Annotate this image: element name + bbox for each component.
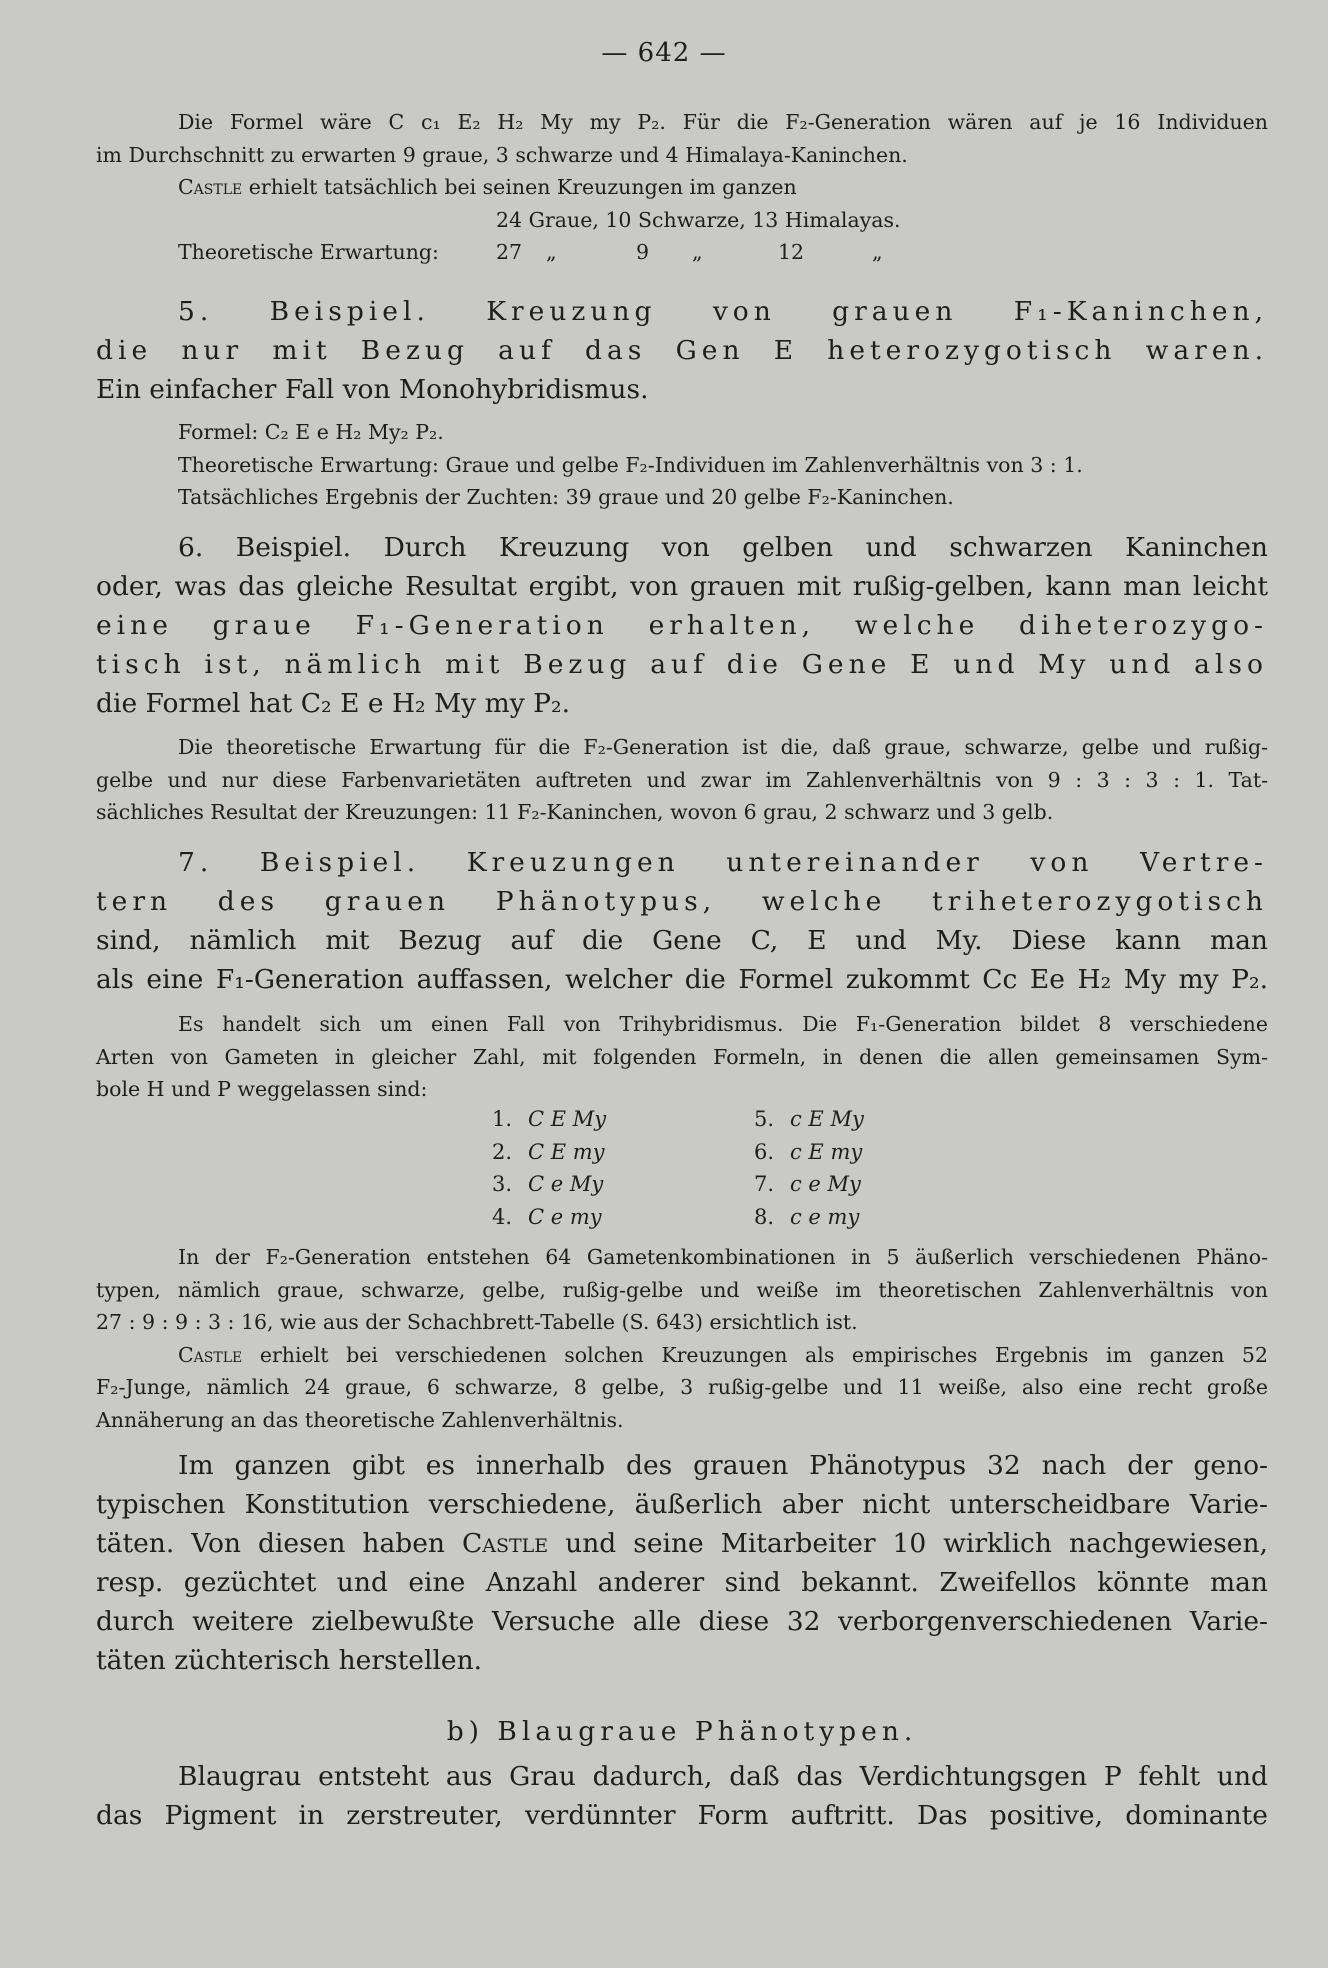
gamete-item <box>492 1136 606 1169</box>
text-line: im Durchschnitt zu erwarten 9 graue, 3 schwarze und 4 Himalaya-Kaninchen. <box>96 142 908 167</box>
ditto-mark: „ <box>546 240 557 264</box>
text-line: Die theoretische Erwartung für die F₂-Generation ist die, daß graue, schwarze, gelbe und rußig- <box>178 735 1268 759</box>
gamete-number: 7. <box>754 1172 775 1196</box>
text-line <box>96 1524 1268 1563</box>
text-line: 24 Graue, 10 Schwarze, 13 Himalayas. <box>496 207 901 232</box>
text-line: die Formel hat C₂ E e H₂ My my P₂. <box>96 688 571 719</box>
gamete-number: 5. <box>754 1107 775 1131</box>
text-line: resp. gezüchtet und eine Anzahl anderer sind bekannt. Zweifellos könnte man <box>96 1567 1268 1598</box>
gamete-item <box>492 1168 606 1201</box>
value: 9 <box>636 240 650 264</box>
example-5-details <box>96 416 1268 514</box>
text-line: Theoretische Erwartung: Graue und gelbe F₂-Individuen im Zahlenverhältnis von 3 : 1. <box>178 452 1083 477</box>
text-line: typen, nämlich graue, schwarze, gelbe, rußig-gelbe und weiße im theoretischen Zahlenverhältnis von <box>96 1277 1268 1302</box>
text-line: typischen Konstitution verschiedene, äußerlich aber nicht unterscheidbare Varie- <box>96 1489 1268 1520</box>
author-name: Castle <box>178 175 243 199</box>
summary-paragraph <box>96 1446 1268 1680</box>
text-line: Arten von Gameten in gleicher Zahl, mit folgenden Formeln, in denen die allen gemeinsamen Sym- <box>96 1044 1268 1069</box>
value: 12 <box>778 240 805 264</box>
formula-line: Formel: C₂ E e H₂ My₂ P₂. <box>178 420 444 444</box>
text-line: das Pigment in zerstreuter, verdünnter Form auftritt. Das positive, dominante <box>96 1800 1268 1831</box>
text-line: sächliches Resultat der Kreuzungen: 11 F₂-Kaninchen, wovon 6 grau, 2 schwarz und 3 gelb. <box>96 800 1054 824</box>
gamete-formula: c E My <box>790 1107 864 1131</box>
text-line: In der F₂-Generation entstehen 64 Gametenkombinationen in 5 äußerlich verschiedenen Phäno- <box>178 1245 1268 1269</box>
text-line: die nur mit Bezug auf das Gen E heterozygotisch waren. <box>96 335 1268 366</box>
text-line: täten züchterisch herstellen. <box>96 1645 483 1676</box>
gamete-list-right <box>754 1103 864 1233</box>
example-7-paragraph <box>96 843 1268 999</box>
text-span: und seine Mitarbeiter 10 wirklich nachgewiesen, <box>548 1528 1268 1559</box>
gamete-number: 1. <box>492 1107 513 1131</box>
f2-paragraph <box>96 1241 1268 1436</box>
text-line: gelbe und nur diese Farbenvarietäten auftreten und zwar im Zahlenverhältnis von 9 : 3 : 3 : 1. Tat- <box>96 767 1268 792</box>
expectation-row <box>96 236 1268 269</box>
text-line: Tatsächliches Ergebnis der Zuchten: 39 graue und 20 gelbe F₂-Kaninchen. <box>178 485 954 509</box>
expectation-label: Theoretische Erwartung: <box>178 240 439 264</box>
gamete-formula: C e My <box>528 1172 604 1196</box>
example-6-paragraph <box>96 528 1268 723</box>
text-line: Es handelt sich um einen Fall von Trihybridismus. Die F₁-Generation bildet 8 verschiedene <box>178 1012 1268 1036</box>
blaugrau-paragraph <box>96 1757 1268 1835</box>
gamete-list-left <box>492 1103 606 1233</box>
gamete-formula: C e my <box>528 1204 602 1229</box>
gamete-item <box>754 1201 864 1234</box>
paragraph-castle-result <box>96 106 1268 269</box>
gamete-item <box>754 1136 864 1169</box>
gamete-number: 3. <box>492 1172 513 1196</box>
text-line: durch weitere zielbewußte Versuche alle diese 32 verborgenverschiedenen Varie- <box>96 1606 1268 1637</box>
text-line: F₂-Junge, nämlich 24 graue, 6 schwarze, 8 gelbe, 3 rußig-gelbe und 11 weiße, also eine recht große <box>96 1375 1268 1399</box>
text-span: erhielt tatsächlich bei seinen Kreuzungen im ganzen <box>242 175 797 199</box>
gamete-number: 4. <box>492 1204 513 1229</box>
author-name: Castle <box>461 1528 549 1559</box>
gamete-item <box>492 1201 606 1234</box>
gamete-number: 8. <box>754 1204 775 1229</box>
gamete-formula: C E My <box>528 1107 607 1131</box>
gamete-item <box>492 1103 606 1136</box>
text-line: 5. Beispiel. Kreuzung von grauen F₁-Kaninchen, <box>178 296 1268 327</box>
text-line <box>96 1339 1268 1372</box>
gamete-number: 6. <box>754 1139 775 1164</box>
section-heading: b) Blaugraue Phänotypen. <box>446 1716 918 1747</box>
text-line: 7. Beispiel. Kreuzungen untereinander von Vertre- <box>178 847 1268 878</box>
page-number: — 642 — <box>601 38 727 68</box>
example-6-details <box>96 731 1268 829</box>
text-line: sind, nämlich mit Bezug auf die Gene C, E und My. Diese kann man <box>96 925 1268 956</box>
text-line: Ein einfacher Fall von Monohybridismus. <box>96 374 649 405</box>
text-line: Blaugrau entsteht aus Grau dadurch, daß das Verdichtungsgen P fehlt und <box>178 1761 1268 1792</box>
text-line: als eine F₁-Generation auffassen, welcher die Formel zukommt Cc Ee H₂ My my P₂. <box>96 964 1268 995</box>
text-line: Annäherung an das theoretische Zahlenverhältnis. <box>96 1407 624 1432</box>
text-line <box>96 171 1268 204</box>
ditto-mark: „ <box>872 240 883 264</box>
text-line: Die Formel wäre C c₁ E₂ H₂ My my P₂. Für die F₂-Generation wären auf je 16 Individuen <box>178 110 1268 134</box>
example-7-details <box>96 1008 1268 1106</box>
text-line: eine graue F₁-Generation erhalten, welche diheterozygo- <box>96 610 1268 641</box>
ditto-mark: „ <box>692 240 703 264</box>
gamete-formula: c e my <box>790 1204 860 1229</box>
author-name: Castle <box>178 1342 243 1367</box>
value: 27 <box>496 240 523 264</box>
gamete-number: 2. <box>492 1139 513 1164</box>
gamete-formula: C E my <box>528 1139 605 1164</box>
gamete-formula: c E my <box>790 1139 863 1164</box>
text-line: bole H und P weggelassen sind: <box>96 1077 428 1101</box>
text-span: täten. Von diesen haben <box>96 1528 462 1559</box>
text-line: oder, was das gleiche Resultat ergibt, von grauen mit rußig-gelben, kann man leicht <box>96 571 1268 602</box>
text-line: tisch ist, nämlich mit Bezug auf die Gene E und My und also <box>96 649 1268 680</box>
example-5-heading <box>96 292 1268 409</box>
text-line: tern des grauen Phänotypus, welche triheterozygotisch <box>96 886 1268 917</box>
text-line: Im ganzen gibt es innerhalb des grauen Phänotypus 32 nach der geno- <box>178 1450 1268 1481</box>
text-span: erhielt bei verschiedenen solchen Kreuzungen als empirisches Ergebnis im ganzen 52 <box>242 1342 1268 1367</box>
gamete-item <box>754 1103 864 1136</box>
text-line: 27 : 9 : 9 : 3 : 16, wie aus der Schachbrett-Tabelle (S. 643) ersichtlich ist. <box>96 1310 858 1334</box>
gamete-item <box>754 1168 864 1201</box>
text-line: 6. Beispiel. Durch Kreuzung von gelben und schwarzen Kaninchen <box>178 532 1268 563</box>
gamete-formula: c e My <box>790 1172 861 1196</box>
